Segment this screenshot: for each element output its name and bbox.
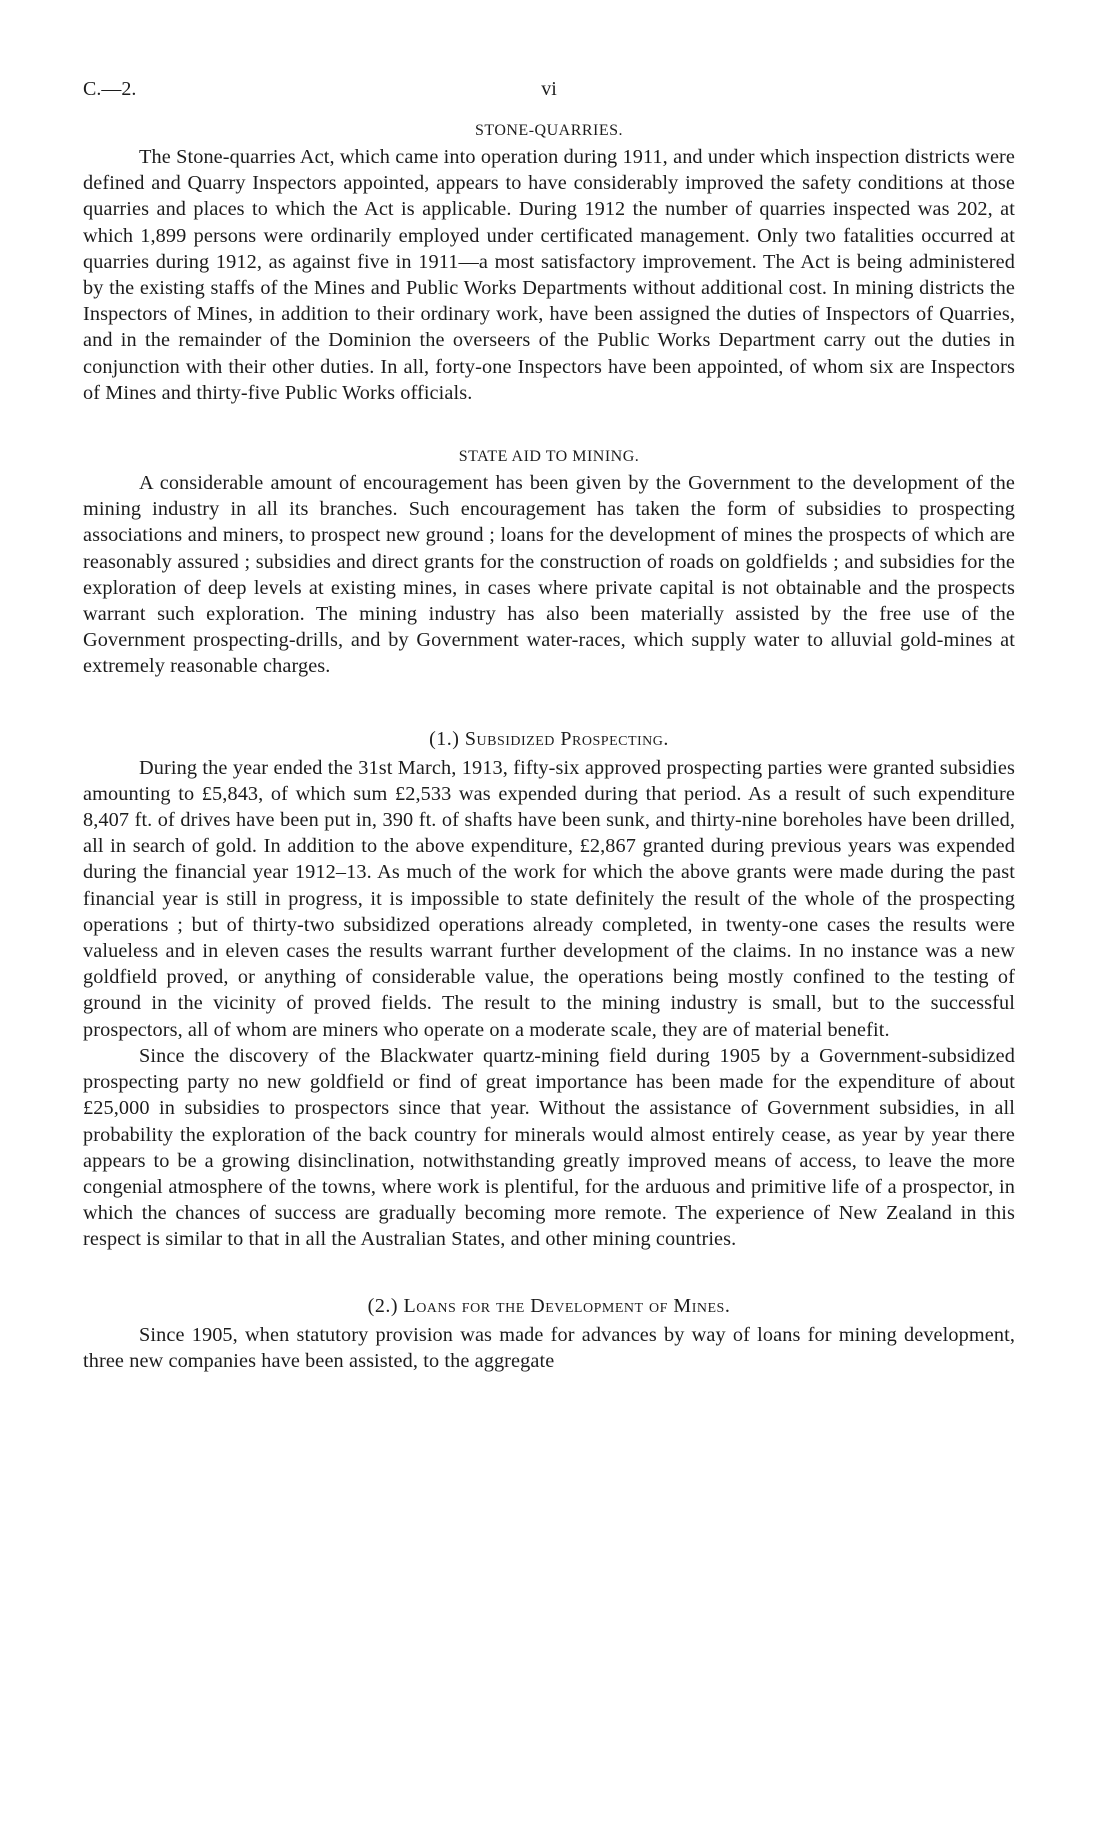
subsidized-prospecting-section xyxy=(83,728,1015,1253)
subsidized-prospecting-paragraph-1: During the year ended the 31st March, 1913, fifty-six approved prospecting parties were granted subsidies amounting to £5,843, of which sum £2,533 was expended during that period. As a result of such expenditure 8,407 ft. of drives have been put in, 390 ft. of shafts have been sunk, and thirty-nine boreholes have been drilled, all in search of gold. In addition to the above expenditure, £2,867 granted during previous years was expended during the financial year 1912–13. As much of the work for which the above grants were made during the past financial year is still in progress, it is impossible to state definitely the result of the whole of the prospecting operations ; but of thirty-two subsidized operations already completed, in twenty-one cases the results were valueless and in eleven cases the results warrant further development of the claims. In no instance was a new goldfield proved, or anything of considerable value, the operations being mostly confined to the testing of ground in the vicinity of proved fields. The result to the mining industry is small, but to the successful prospectors, all of whom are miners who operate on a moderate scale, they are of material benefit. xyxy=(83,756,1015,1041)
state-aid-heading: STATE AID TO MINING. xyxy=(458,448,640,466)
stone-quarries-section xyxy=(83,122,1015,406)
page-header xyxy=(83,78,1015,108)
stone-quarries-heading: STONE-QUARRIES. xyxy=(474,122,624,139)
document-page xyxy=(83,78,1015,1374)
stone-quarries-paragraph: The Stone-quarries Act, which came into operation during 1911, and under which inspection districts were defined and Quarry Inspectors appointed, appears to have considerably improved the safety conditions at those quarries and places to which the Act is applicable. During 1912 the number of quarries inspected was 202, at which 1,899 persons were ordinarily employed under certificated management. Only two fatalities occurred at quarries during 1912, as against five in 1911—a most satisfactory improvement. The Act is being administered by the existing staffs of the Mines and Public Works Departments without additional cost. In mining districts the Inspectors of Mines, in addition to their ordinary work, have been assigned the duties of Inspectors of Quarries, and in the remainder of the Dominion the overseers of the Public Works Department carry out the duties in conjunction with their other duties. In all, forty-one Inspectors have been appointed, of whom six are Inspectors of Mines and thirty-five Public Works officials. xyxy=(83,146,1015,404)
document-code: C.—2. xyxy=(83,78,137,100)
state-aid-paragraph: A considerable amount of encouragement has been given by the Government to the development of the mining industry in all its branches. Such encouragement has taken the form of subsidies to prospecting associations and miners, to prospect new ground ; loans for the development of mines the prospects of which are reasonably assured ; subsidies and direct grants for the construction of roads on goldfields ; and subsidies for the exploration of deep levels at existing mines, in cases where private capital is not obtainable and the prospects warrant such exploration. The mining industry has also been materially assisted by the free use of the Government prospecting-drills, and by Government water-races, which supply water to alluvial gold-mines at extremely reasonable charges. xyxy=(83,472,1015,678)
loans-paragraph: Since 1905, when statutory provision was made for advances by way of loans for mining development, three new companies have been assisted, to the aggregate xyxy=(83,1323,1015,1372)
subsidized-prospecting-heading: (1.) Subsidized Prospecting. xyxy=(429,727,669,750)
loans-section xyxy=(83,1295,1015,1374)
subsidized-prospecting-paragraph-2: Since the discovery of the Blackwater quartz-mining field during 1905 by a Government-subsidized prospecting party no new goldfield or find of great importance has been made for the expenditure of about £25,000 in subsidies to prospectors since that year. Without the assistance of Government subsidies, in all probability the exploration of the back country for minerals would almost entirely cease, as year by year there appears to be a growing disinclination, notwithstanding greatly improved means of access, to leave the more congenial atmosphere of the towns, where work is plentiful, for the arduous and primitive life of a prospector, in which the chances of success are gradually becoming more remote. The experience of New Zealand in this respect is similar to that in all the Australian States, and other mining countries. xyxy=(83,1044,1015,1251)
loans-heading: (2.) Loans for the Development of Mines. xyxy=(367,1294,731,1317)
page-number: vi xyxy=(541,78,557,100)
state-aid-section xyxy=(83,448,1015,680)
